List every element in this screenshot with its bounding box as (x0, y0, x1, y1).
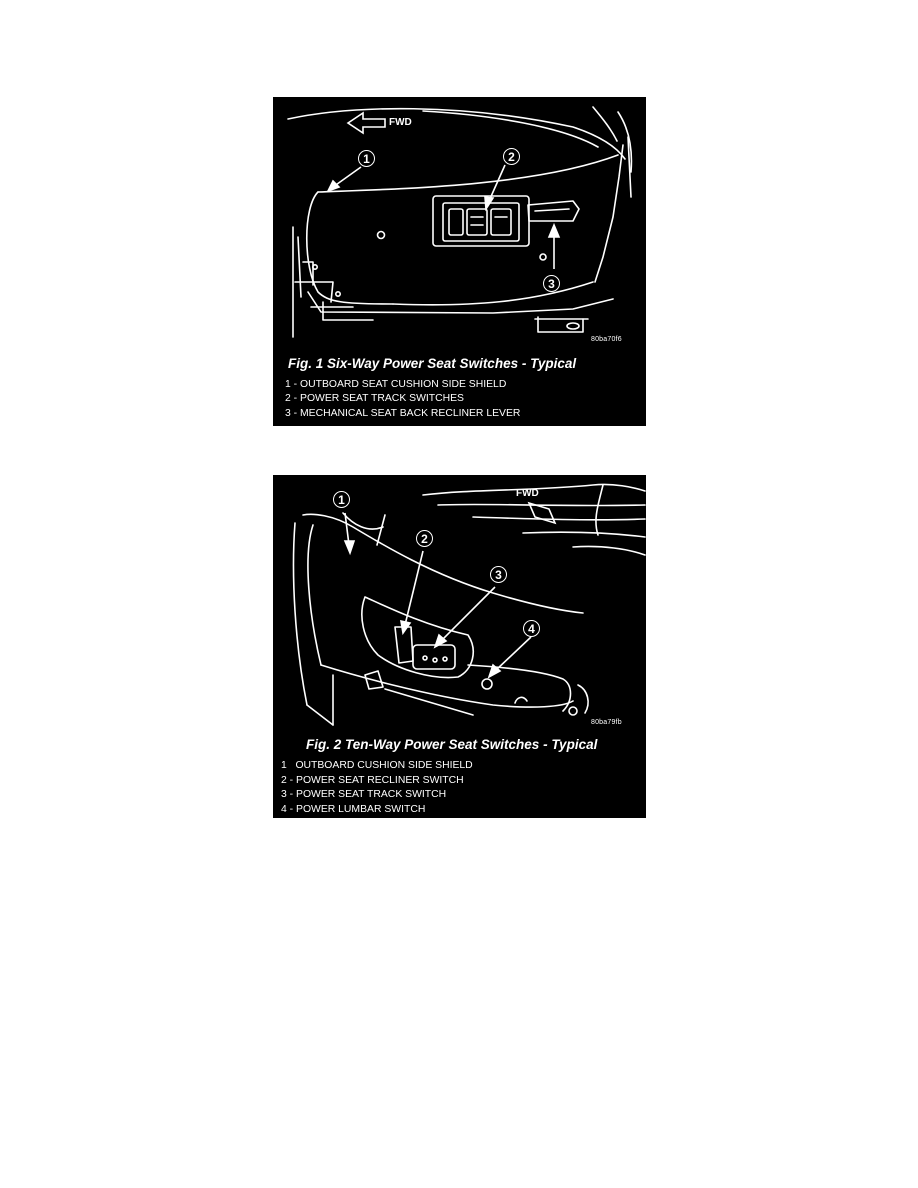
legend-item: 1 OUTBOARD CUSHION SIDE SHIELD (281, 760, 473, 771)
callout-1: 1 (333, 491, 350, 508)
callout-2: 2 (503, 148, 520, 165)
callout-3: 3 (543, 275, 560, 292)
legend-item: 1 - OUTBOARD SEAT CUSHION SIDE SHIELD (285, 379, 507, 390)
figure-caption: Fig. 1 Six-Way Power Seat Switches - Typical (288, 356, 577, 371)
callout-1: 1 (358, 150, 375, 167)
legend-item: 3 - POWER SEAT TRACK SWITCH (281, 789, 447, 801)
six-way-seat-illustration (273, 97, 646, 357)
callout-2: 2 (416, 530, 433, 547)
fwd-label: FWD (389, 117, 412, 128)
callout-4: 4 (523, 620, 540, 637)
image-code: 80ba70f6 (591, 336, 622, 343)
fwd-label: FWD (516, 488, 539, 499)
legend-item: 2 - POWER SEAT TRACK SWITCHES (285, 393, 464, 405)
legend-item: 2 - POWER SEAT RECLINER SWITCH (281, 774, 464, 786)
ten-way-seat-illustration (273, 475, 646, 733)
figure-legend (285, 378, 520, 421)
image-code: 80ba79fb (591, 719, 622, 726)
legend-item: 3 - MECHANICAL SEAT BACK RECLINER LEVER (285, 407, 521, 419)
callout-3: 3 (490, 566, 507, 583)
legend-item: 4 - POWER LUMBAR SWITCH (281, 803, 426, 815)
figure-caption: Fig. 2 Ten-Way Power Seat Switches - Typical (306, 737, 598, 752)
figure-1 (273, 97, 646, 426)
figure-legend (281, 759, 473, 817)
figure-2 (273, 475, 646, 818)
